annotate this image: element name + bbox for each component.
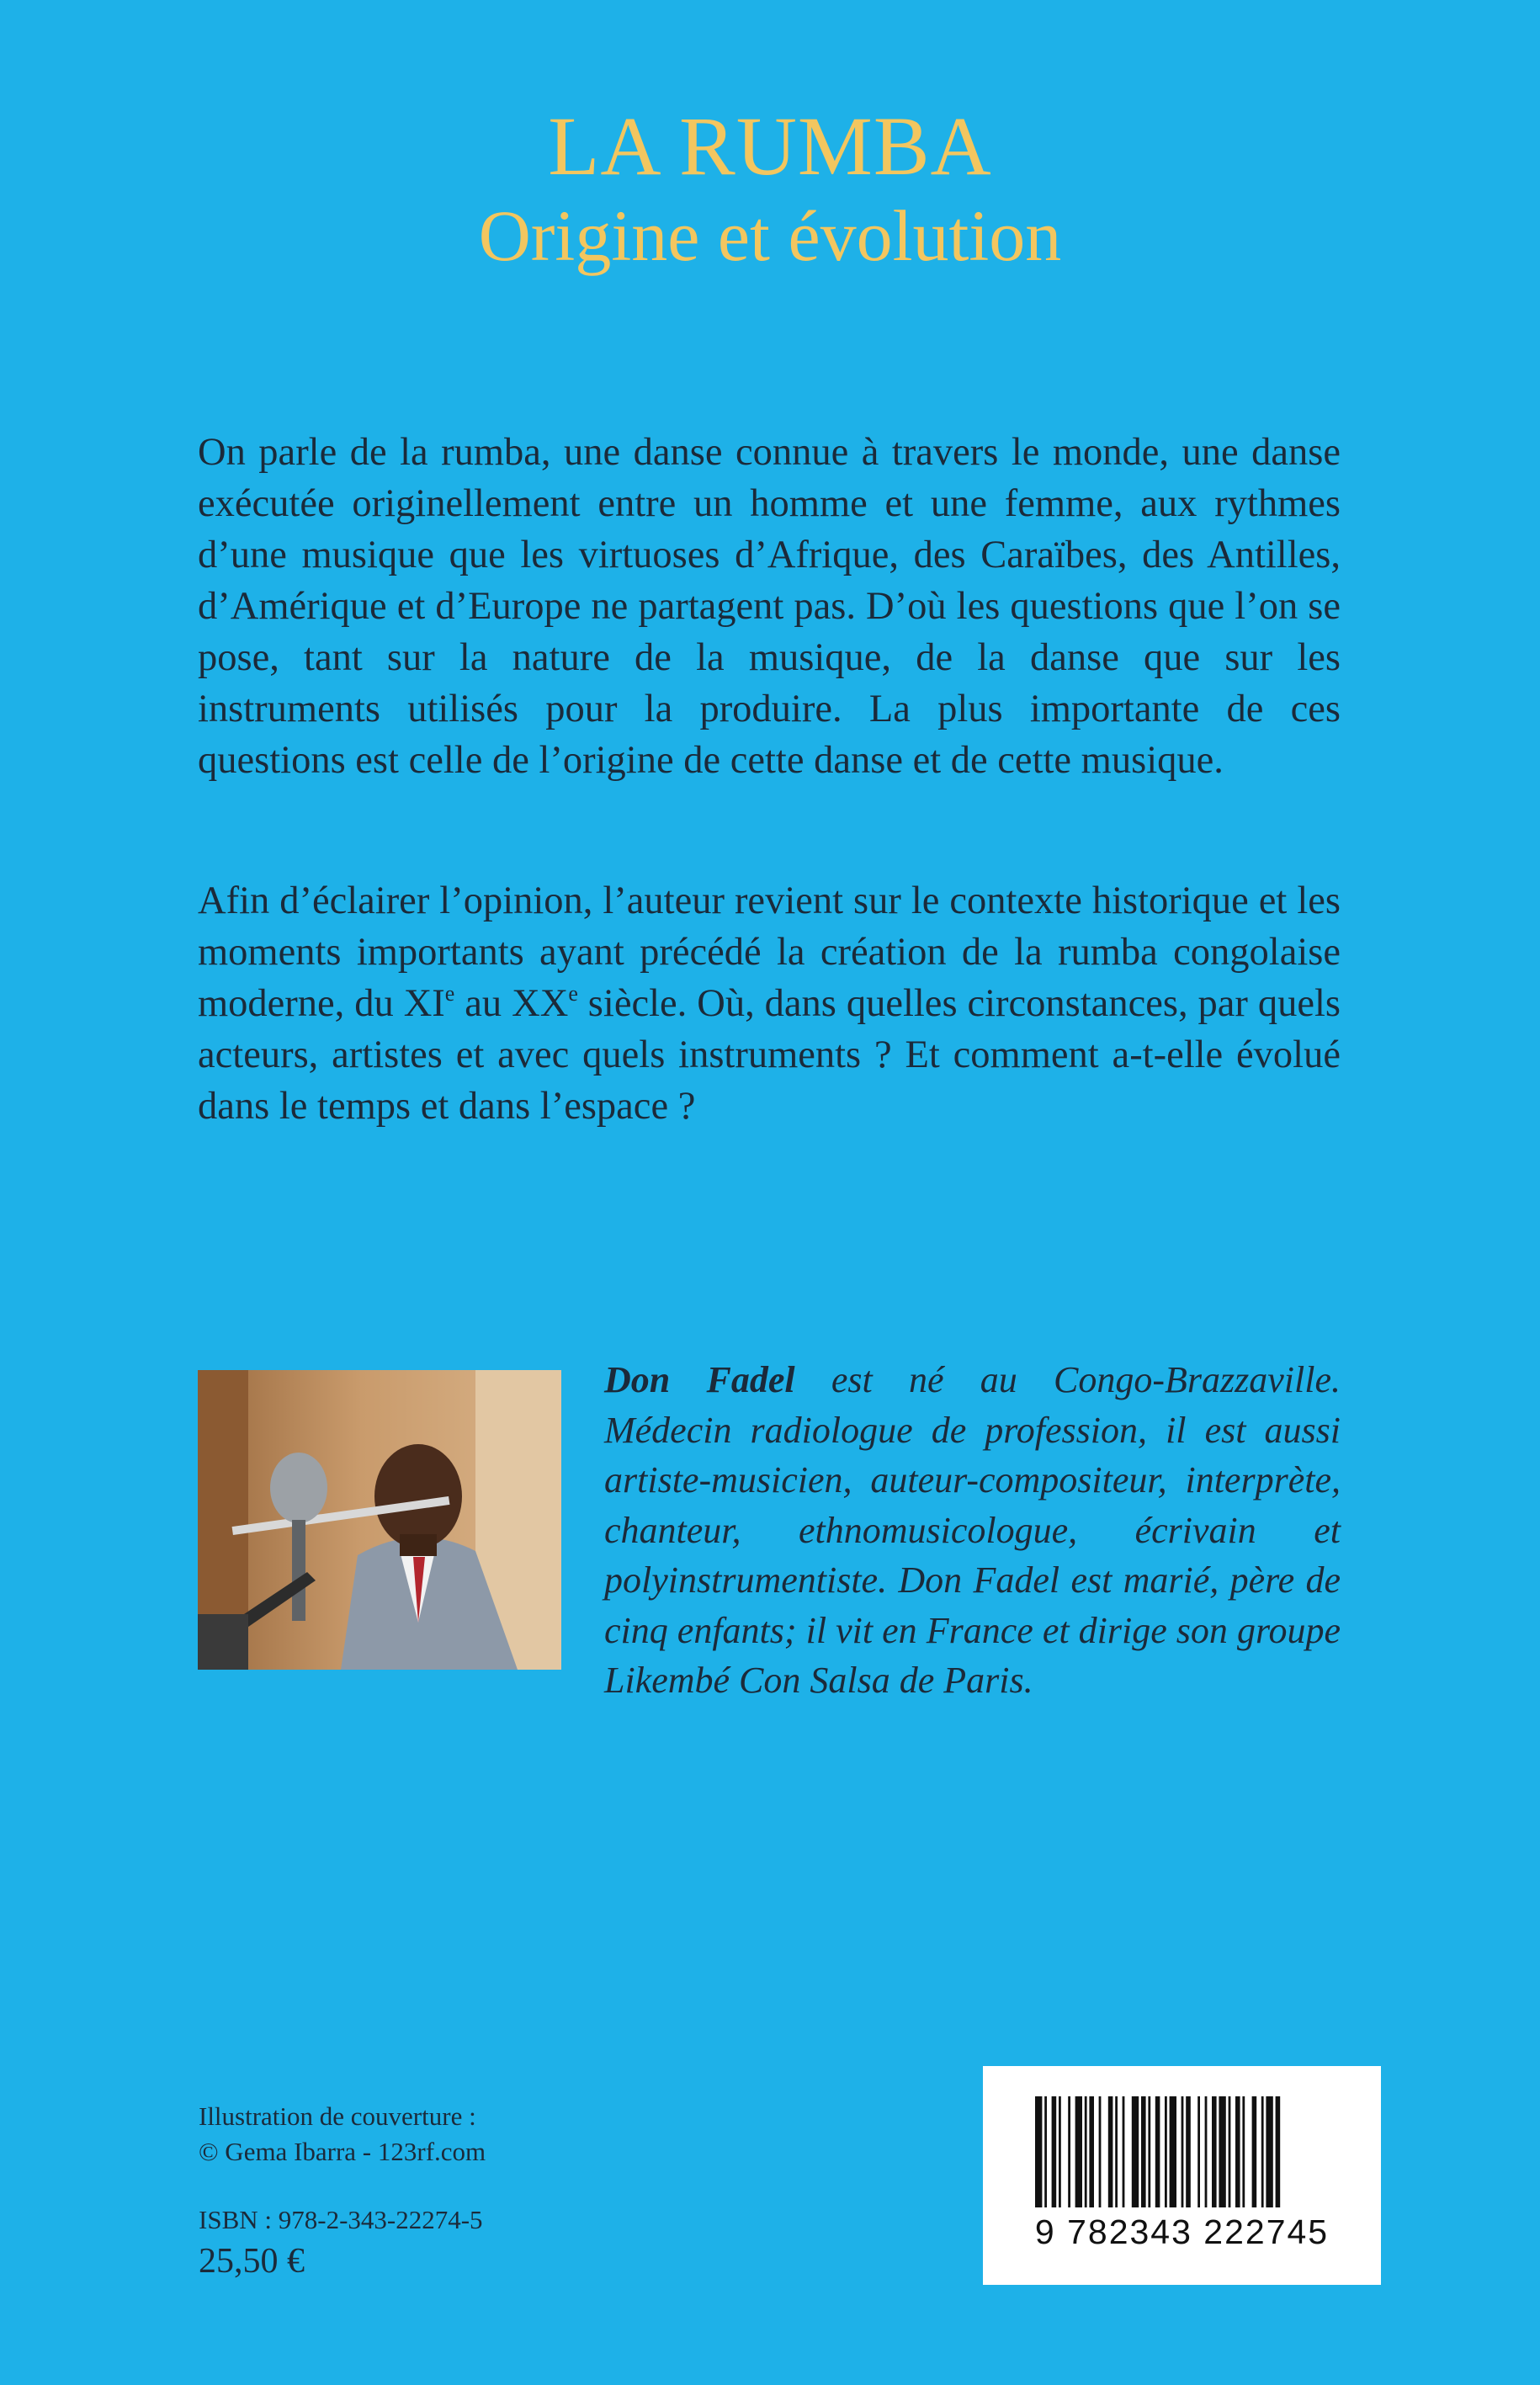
author-name: Don Fadel <box>604 1359 795 1400</box>
barcode-bar <box>1115 2096 1118 2207</box>
author-photo-illustration <box>198 1370 561 1670</box>
blurb-paragraph-1: On parle de la rumba, une danse connue à travers le monde, une danse exécutée originellement entre un homme et une femme, aux rythmes d’une musique que les virtuoses d’Afrique, des Caraïbes, des Antilles, d’Amérique et d’Europe ne partagent pas. D’où les questions que l’on se pose, tant sur la nature de la musique, de la danse que sur les instruments utilisés pour la produire. La plus importante de ces questions est celle de l’origine de cette danse et de cette musique. <box>198 431 1341 782</box>
barcode-bar <box>1059 2096 1061 2207</box>
book-title: LA RUMBA <box>548 99 992 193</box>
barcode-bar <box>1085 2096 1087 2207</box>
barcode-bar <box>1132 2096 1139 2207</box>
barcode-bar <box>1276 2096 1281 2207</box>
barcode-bar <box>1155 2096 1160 2207</box>
barcode-bar <box>1075 2096 1082 2207</box>
barcode-bar <box>1261 2096 1264 2207</box>
century-start: XI <box>403 982 445 1025</box>
barcode-icon <box>983 2066 1381 2218</box>
barcode-bar <box>1235 2096 1240 2207</box>
author-bio <box>604 1355 1341 1706</box>
barcode-bar <box>1099 2096 1102 2207</box>
barcode-bar <box>1229 2096 1231 2207</box>
barcode-bar <box>1266 2096 1272 2207</box>
barcode-bar <box>1148 2096 1150 2207</box>
barcode-bar <box>1052 2096 1057 2207</box>
barcode-bar <box>1242 2096 1245 2207</box>
barcode-bar <box>1141 2096 1146 2207</box>
barcode-bar <box>1108 2096 1113 2207</box>
price: 25,50 € <box>199 2242 305 2281</box>
barcode-bar <box>1170 2096 1176 2207</box>
century-start-suffix: e <box>444 981 455 1006</box>
barcode-bar <box>1186 2096 1191 2207</box>
isbn: ISBN : 978-2-343-22274-5 <box>199 2205 483 2234</box>
barcode-bar <box>1219 2096 1225 2207</box>
century-end-suffix: e <box>568 981 578 1006</box>
barcode-bar <box>1252 2096 1257 2207</box>
barcode-bar <box>1197 2096 1200 2207</box>
credits-line-1: Illustration de couverture : <box>199 2101 476 2131</box>
barcode-bar <box>1044 2096 1047 2207</box>
barcode-bar <box>1035 2096 1042 2207</box>
author-bio-text: est né au Congo-Brazzaville. Médecin radiologue de profession, il est aussi artiste-musicien, auteur-compositeur, interprète, chanteur, ethnomusicologue, écrivain et polyinstrumentiste. Don Fadel est marié, père de cinq enfants; il vit en France et dirige son groupe Likembé Con Salsa de Paris. <box>604 1359 1341 1701</box>
author-photo <box>198 1370 561 1670</box>
credits-line-2: © Gema Ibarra - 123rf.com <box>199 2137 486 2166</box>
barcode-digits: 9 782343 222745 <box>1034 2212 1330 2251</box>
barcode-bar <box>1068 2096 1070 2207</box>
barcode-bar <box>1165 2096 1167 2207</box>
blurb-paragraph-2-end: siècle. Où, dans quelles circonstances, par quels acteurs, artistes et avec quels instruments ? Et comment a-t-elle évolué dans le temps et dans l’espace ? <box>198 982 1341 1128</box>
barcode-bar <box>1182 2096 1184 2207</box>
blurb-paragraph-2 <box>198 875 1341 1132</box>
barcode-bar <box>1089 2096 1094 2207</box>
barcode <box>983 2066 1381 2285</box>
cover-credits <box>199 2099 486 2170</box>
blurb-paragraph-2-middle: au <box>454 982 512 1025</box>
book-subtitle: Origine et évolution <box>478 195 1062 276</box>
barcode-bar <box>1123 2096 1125 2207</box>
barcode-bar <box>1205 2096 1208 2207</box>
blurb-paragraph-2-start: Afin d’éclairer l’opinion, l’auteur revient sur le contexte historique et les moments importants ayant précédé la création de la rumba congolaise moderne, du <box>198 879 1341 1025</box>
barcode-bar <box>1212 2096 1217 2207</box>
century-end: XX <box>512 982 569 1025</box>
